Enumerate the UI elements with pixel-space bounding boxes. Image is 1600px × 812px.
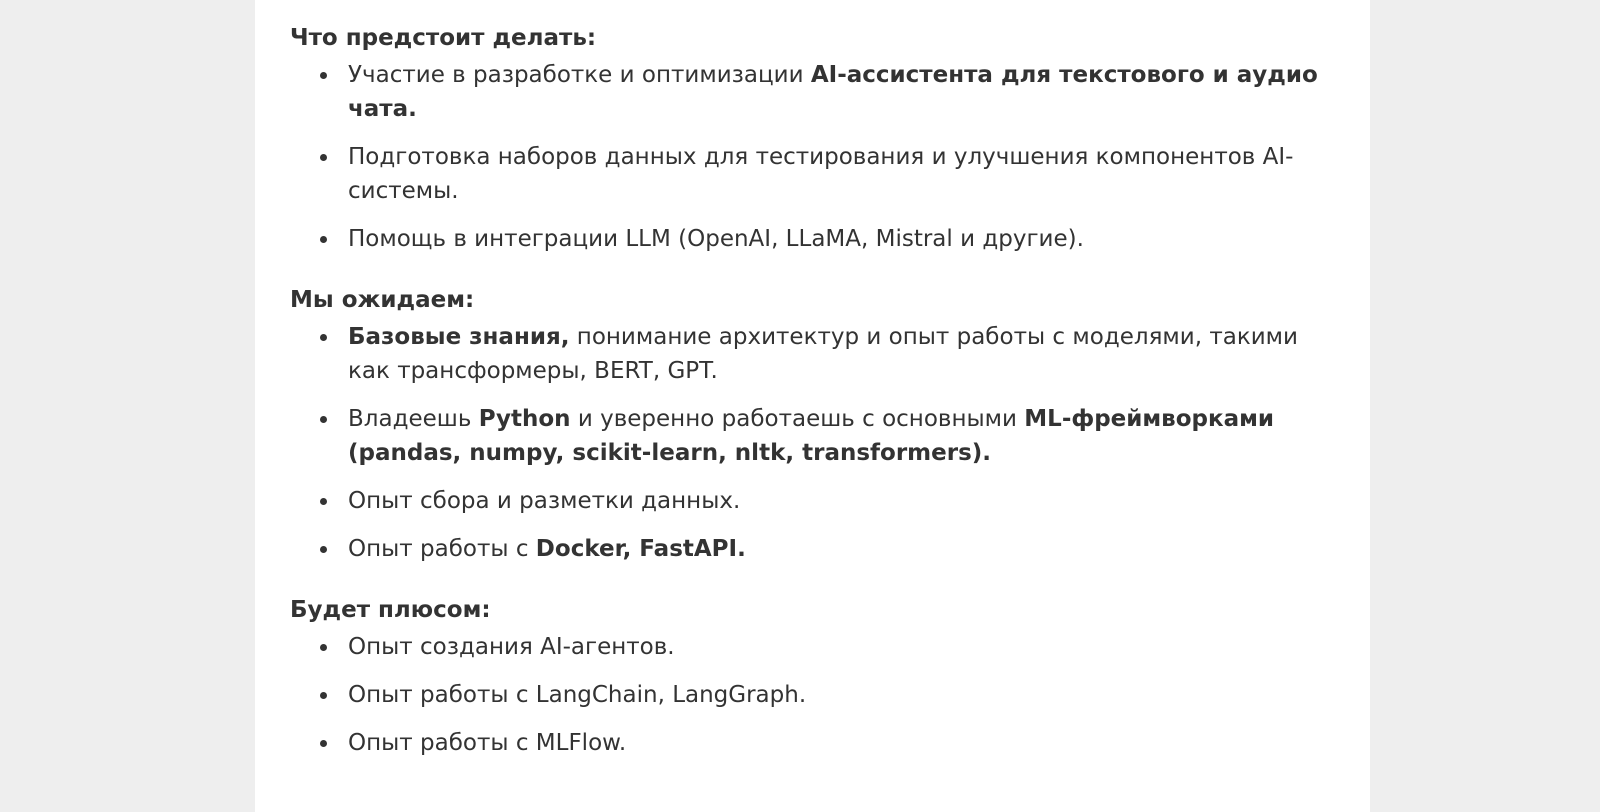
list-item — [290, 58, 1330, 126]
bullet-icon — [320, 644, 327, 651]
requirements-list — [290, 320, 1330, 566]
list-item-text: Опыт создания AI-агентов. — [348, 634, 675, 660]
list-item — [290, 532, 1330, 566]
list-item-text: Помощь в интеграции LLM (OpenAI, LLaMA, Mistral и другие). — [348, 226, 1084, 252]
nice-to-have-list — [290, 630, 1330, 760]
list-item — [290, 484, 1330, 518]
list-item-bold: AI-ассистента для текстового и аудио чата. — [348, 62, 1318, 122]
bullet-icon — [320, 498, 327, 505]
section-heading-requirements: Мы ожидаем: — [290, 287, 475, 313]
list-item-text: Опыт сбора и разметки данных. — [348, 488, 741, 514]
list-item — [290, 140, 1330, 208]
list-item-text: Участие в разработке и оптимизации — [348, 62, 811, 88]
list-item — [290, 630, 1330, 664]
list-item-bold: Docker, FastAPI. — [535, 536, 746, 562]
bullet-icon — [320, 416, 327, 423]
list-item — [290, 726, 1330, 760]
list-item-bold: Python — [478, 406, 571, 432]
list-item-text: Владеешь — [348, 406, 479, 432]
section-heading-responsibilities: Что предстоит делать: — [290, 25, 597, 51]
list-item — [290, 678, 1330, 712]
job-description-content — [290, 18, 1330, 760]
job-description-panel — [255, 0, 1370, 812]
list-item-text: и уверенно работаешь с основными — [570, 406, 1025, 432]
list-item-text: Опыт работы с LangChain, LangGraph. — [348, 682, 807, 708]
bullet-icon — [320, 154, 327, 161]
bullet-icon — [320, 740, 327, 747]
list-item-text: Опыт работы с MLFlow. — [348, 730, 627, 756]
list-item-text: Подготовка наборов данных для тестирования и улучшения компонентов AI-системы. — [348, 144, 1294, 204]
bullet-icon — [320, 546, 327, 553]
section-heading-nice-to-have: Будет плюсом: — [290, 597, 491, 623]
bullet-icon — [320, 692, 327, 699]
bullet-icon — [320, 236, 327, 243]
bullet-icon — [320, 334, 327, 341]
list-item-text: Опыт работы с — [348, 536, 536, 562]
list-item — [290, 402, 1330, 470]
list-item — [290, 222, 1330, 256]
bullet-icon — [320, 72, 327, 79]
list-item-bold: Базовые знания, — [348, 324, 570, 350]
responsibilities-list — [290, 58, 1330, 256]
list-item — [290, 320, 1330, 388]
list-item-bold: ML-фреймворками (pandas, numpy, scikit-learn, nltk, transformers). — [348, 406, 1275, 466]
list-item-text: понимание архитектур и опыт работы с моделями, такими как трансформеры, BERT, GPT. — [348, 324, 1298, 384]
